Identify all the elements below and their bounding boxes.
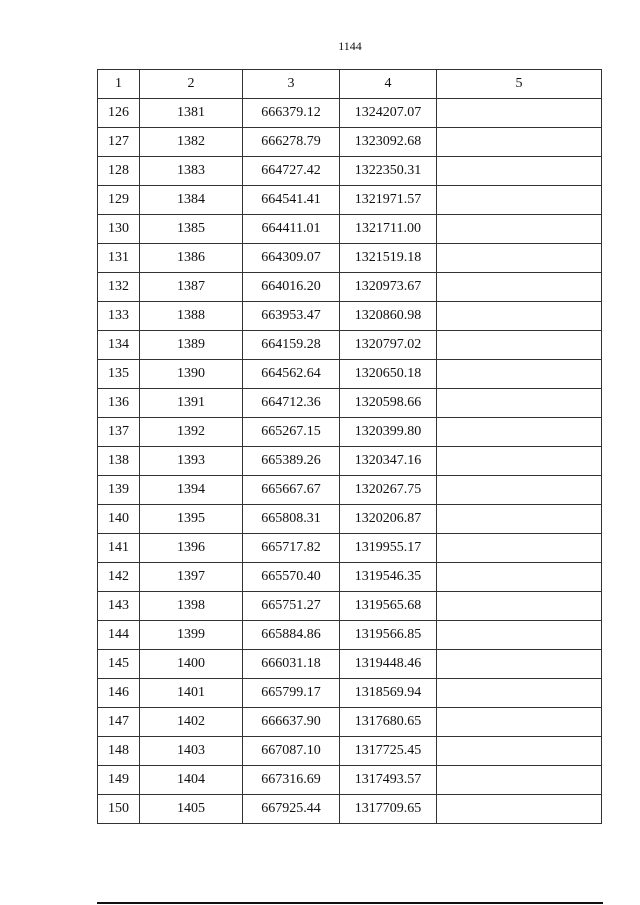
table-cell-col1: 127 [98,128,140,157]
table-cell-col1: 126 [98,99,140,128]
table-cell-col1: 141 [98,534,140,563]
table-cell-col1: 139 [98,476,140,505]
table-cell-col1: 133 [98,302,140,331]
table-cell-col4: 1317680.65 [340,708,437,737]
table-row [98,592,602,621]
table-cell-col3: 664159.28 [243,331,340,360]
table-cell-col4: 1319448.46 [340,650,437,679]
table-cell-col5 [437,302,602,331]
table-cell-col3: 665751.27 [243,592,340,621]
table-cell-col4: 1318569.94 [340,679,437,708]
table-cell-col2: 1398 [140,592,243,621]
table-cell-col2: 1384 [140,186,243,215]
column-header-5: 5 [437,70,602,99]
table-cell-col4: 1319546.35 [340,563,437,592]
column-header-1: 1 [98,70,140,99]
table-header-row [98,70,602,99]
table-cell-col1: 148 [98,737,140,766]
table-cell-col1: 129 [98,186,140,215]
table-cell-col2: 1393 [140,447,243,476]
table-cell-col2: 1390 [140,360,243,389]
table-row [98,99,602,128]
table-cell-col4: 1320973.67 [340,273,437,302]
table-cell-col1: 145 [98,650,140,679]
table-cell-col4: 1323092.68 [340,128,437,157]
coordinates-table [97,69,602,824]
table-row [98,563,602,592]
table-cell-col1: 136 [98,389,140,418]
table-cell-col3: 665267.15 [243,418,340,447]
table-cell-col2: 1382 [140,128,243,157]
table-cell-col3: 665717.82 [243,534,340,563]
table-cell-col1: 131 [98,244,140,273]
table-cell-col4: 1320267.75 [340,476,437,505]
table-cell-col4: 1320797.02 [340,331,437,360]
table-cell-col2: 1387 [140,273,243,302]
column-header-2: 2 [140,70,243,99]
table-row [98,534,602,563]
table-cell-col5 [437,331,602,360]
table-cell-col5 [437,447,602,476]
table-cell-col2: 1401 [140,679,243,708]
table-row [98,505,602,534]
table-cell-col3: 667087.10 [243,737,340,766]
table-cell-col3: 664562.64 [243,360,340,389]
table-cell-col1: 134 [98,331,140,360]
table-header [98,70,602,99]
column-header-4: 4 [340,70,437,99]
table-cell-col1: 135 [98,360,140,389]
table-cell-col1: 149 [98,766,140,795]
table-cell-col4: 1320598.66 [340,389,437,418]
table-cell-col2: 1386 [140,244,243,273]
table-cell-col1: 132 [98,273,140,302]
table-row [98,476,602,505]
table-cell-col5 [437,128,602,157]
table-row [98,273,602,302]
table-cell-col5 [437,534,602,563]
table-cell-col2: 1405 [140,795,243,824]
table-cell-col5 [437,621,602,650]
table-cell-col3: 663953.47 [243,302,340,331]
table-cell-col3: 664309.07 [243,244,340,273]
table-cell-col2: 1404 [140,766,243,795]
table-cell-col1: 140 [98,505,140,534]
table-row [98,766,602,795]
table-cell-col5 [437,476,602,505]
table-cell-col3: 666031.18 [243,650,340,679]
table-cell-col1: 137 [98,418,140,447]
table-cell-col5 [437,592,602,621]
table-cell-col4: 1320650.18 [340,360,437,389]
table-cell-col3: 664727.42 [243,157,340,186]
table-cell-col1: 142 [98,563,140,592]
table-cell-col4: 1320399.80 [340,418,437,447]
table-cell-col3: 667925.44 [243,795,340,824]
table-cell-col5 [437,99,602,128]
table-cell-col4: 1321711.00 [340,215,437,244]
table-row [98,360,602,389]
table-cell-col3: 664016.20 [243,273,340,302]
table-row [98,302,602,331]
table-row [98,795,602,824]
table-cell-col2: 1395 [140,505,243,534]
table-cell-col5 [437,766,602,795]
table-cell-col4: 1319566.85 [340,621,437,650]
table-cell-col3: 665570.40 [243,563,340,592]
table-cell-col5 [437,650,602,679]
table-cell-col1: 143 [98,592,140,621]
table-row [98,186,602,215]
table-cell-col1: 146 [98,679,140,708]
table-cell-col3: 665667.67 [243,476,340,505]
table-cell-col1: 130 [98,215,140,244]
table-row [98,418,602,447]
table-cell-col2: 1394 [140,476,243,505]
table-cell-col1: 150 [98,795,140,824]
table-cell-col2: 1389 [140,331,243,360]
table-cell-col1: 147 [98,708,140,737]
table-cell-col2: 1397 [140,563,243,592]
column-header-3: 3 [243,70,340,99]
table-cell-col5 [437,795,602,824]
table-cell-col3: 665884.86 [243,621,340,650]
table-cell-col4: 1322350.31 [340,157,437,186]
table-cell-col5 [437,418,602,447]
table-cell-col4: 1321971.57 [340,186,437,215]
table-cell-col2: 1388 [140,302,243,331]
table-cell-col2: 1403 [140,737,243,766]
table-cell-col4: 1321519.18 [340,244,437,273]
table-row [98,389,602,418]
table-cell-col1: 128 [98,157,140,186]
table-cell-col3: 665799.17 [243,679,340,708]
table-cell-col2: 1400 [140,650,243,679]
table-cell-col5 [437,273,602,302]
table-body [98,99,602,824]
table-row [98,708,602,737]
table-cell-col5 [437,563,602,592]
table-cell-col2: 1391 [140,389,243,418]
table-row [98,679,602,708]
table-cell-col5 [437,708,602,737]
table-cell-col4: 1320206.87 [340,505,437,534]
table-cell-col4: 1317493.57 [340,766,437,795]
page-number: 1144 [338,39,362,53]
table-cell-col3: 666637.90 [243,708,340,737]
table-cell-col3: 664411.01 [243,215,340,244]
table-cell-col5 [437,244,602,273]
table-cell-col3: 665808.31 [243,505,340,534]
table-row [98,244,602,273]
table-cell-col5 [437,186,602,215]
table-cell-col4: 1324207.07 [340,99,437,128]
table-row [98,215,602,244]
table-cell-col3: 666379.12 [243,99,340,128]
table-cell-col2: 1399 [140,621,243,650]
table-row [98,331,602,360]
table-cell-col4: 1319565.68 [340,592,437,621]
table-row [98,128,602,157]
table-cell-col4: 1317725.45 [340,737,437,766]
table-cell-col5 [437,737,602,766]
table-cell-col2: 1381 [140,99,243,128]
table-cell-col4: 1320860.98 [340,302,437,331]
table-row [98,621,602,650]
table-cell-col1: 144 [98,621,140,650]
table-cell-col3: 664541.41 [243,186,340,215]
table-cell-col2: 1385 [140,215,243,244]
table-cell-col4: 1317709.65 [340,795,437,824]
table-cell-col3: 665389.26 [243,447,340,476]
table-cell-col5 [437,505,602,534]
table-cell-col5 [437,157,602,186]
table-row [98,447,602,476]
table-row [98,650,602,679]
table-cell-col2: 1383 [140,157,243,186]
table-cell-col5 [437,360,602,389]
table-row [98,157,602,186]
table-cell-col5 [437,215,602,244]
table-cell-col2: 1392 [140,418,243,447]
table-cell-col3: 664712.36 [243,389,340,418]
footer-rule [97,902,603,904]
table-cell-col5 [437,679,602,708]
table-cell-col1: 138 [98,447,140,476]
table-cell-col2: 1396 [140,534,243,563]
table-cell-col3: 667316.69 [243,766,340,795]
table-cell-col5 [437,389,602,418]
table-cell-col4: 1320347.16 [340,447,437,476]
table-row [98,737,602,766]
table-cell-col3: 666278.79 [243,128,340,157]
table-cell-col4: 1319955.17 [340,534,437,563]
table-cell-col2: 1402 [140,708,243,737]
